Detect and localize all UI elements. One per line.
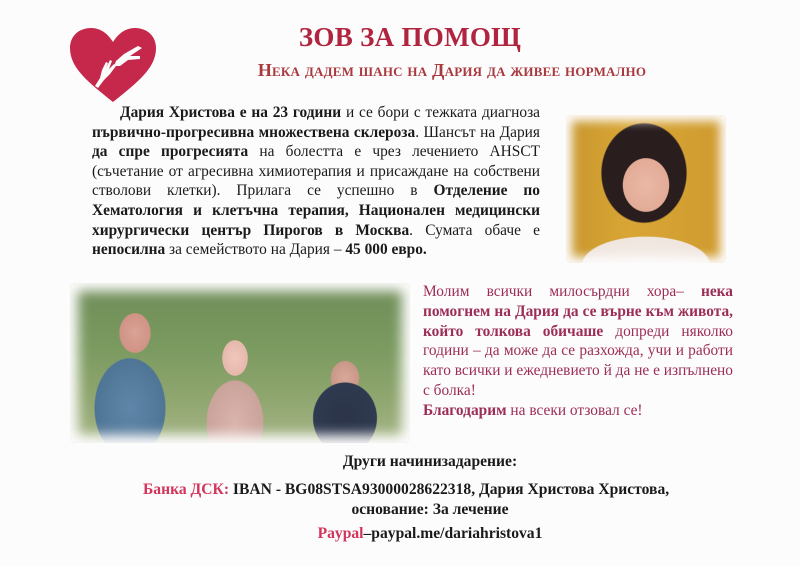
- family-photo: [70, 283, 410, 443]
- intro-text: за семейството на Дария –: [165, 241, 346, 259]
- paypal-details: [0, 525, 800, 543]
- page-title: ЗОВ ЗА ПОМОЩ: [298, 22, 522, 52]
- paypal-label: Paypal: [317, 525, 364, 542]
- appeal-paragraph: [423, 282, 733, 421]
- intro-bold-name-age: Дария Христова е на 23 години: [120, 104, 342, 121]
- donation-heading: Други начинизадарение:: [342, 453, 518, 470]
- intro-text: и се бори с тежката диагноза: [341, 104, 540, 121]
- intro-bold-clinic: Отделение по Хематология и клетъчна терапия, Национален медицински хирургически център Пирогов в Москва: [92, 182, 540, 239]
- intro-text: . Шансът на Дария: [415, 123, 540, 141]
- intro-text: . Сумата обаче е: [409, 221, 540, 239]
- bank-label: Банка ДСК:: [143, 481, 230, 498]
- paypal-link[interactable]: –paypal.me/dariahristova1: [363, 525, 543, 542]
- payment-basis: основание: За лечение: [351, 501, 509, 518]
- intro-text: на болестта е чрез лечението AHSCT (съчетание от агресивна химиотерапия и присаждане на собствени стволови клетки). Прилага се успешно в: [92, 143, 540, 200]
- intro-paragraph: [92, 103, 540, 260]
- thanks-bold: Благодарим: [423, 401, 507, 419]
- thanks-text: на всеки отзовал се!: [506, 401, 643, 419]
- page-subtitle: Нека дадем шанс на Дария да живее нормално: [257, 60, 647, 80]
- appeal-text: Молим всички милосърдни хора–: [423, 283, 701, 300]
- appeal-bold-text: нека помогнем на Дария да се върне към живота, който толкова обичаше: [423, 283, 733, 340]
- appeal-text: допреди няколко години – да може да се разхожда, учи и работи като всички и ежедневието й да не е изпълнено с болка!: [423, 322, 733, 399]
- portrait-photo: [566, 115, 726, 263]
- bank-details: [143, 481, 763, 499]
- amount-needed: 45 000 евро.: [345, 241, 427, 259]
- intro-bold-diagnosis: първично-прогресивна множествена склероза: [92, 123, 416, 141]
- intro-bold-unaffordable: непосилна: [92, 241, 166, 259]
- iban-text: IBAN - BG08STSA93000028622318, Дария Христова Христова,: [229, 481, 670, 498]
- intro-bold-goal: да спре прогресията: [92, 143, 249, 161]
